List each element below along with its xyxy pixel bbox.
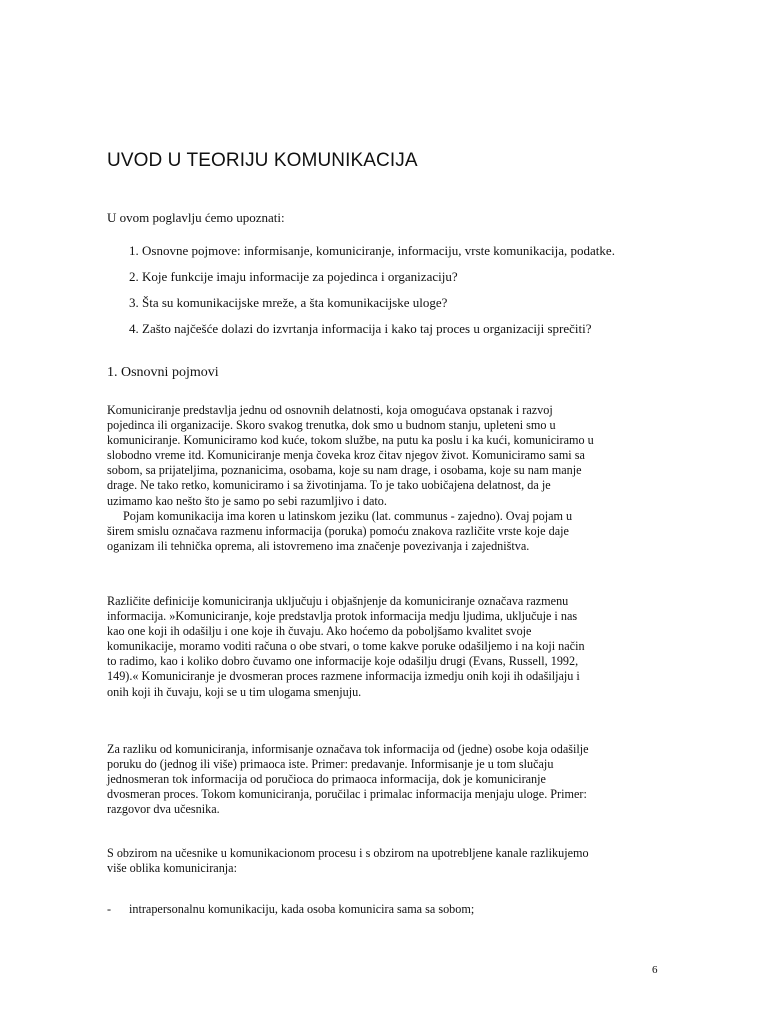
topic-item: 3. Šta su komunikacijske mreže, a šta komunikacijske uloge? [129, 295, 448, 310]
bullet-marker: - [107, 902, 112, 916]
text-line: oganizam ili tehnička oprema, ali istovremeno ima značenje povezivanja i zajedništva. [107, 538, 530, 553]
text-line: komuniciranje. Komuniciramo kod kuće, tokom službe, na putu ka poslu i ka kući, komuniciramo u [107, 433, 594, 448]
text-line: komunikacije, moramo voditi računa o obe stvari, o tome kakve poruke odašiljemo i na koji način [107, 639, 585, 654]
text-line: dvosmeran proces. Tokom komuniciranja, poručilac i primalac informacija menjaju uloge. Primer: [107, 787, 587, 802]
topic-item: 1. Osnovne pojmove: informisanje, komuniciranje, informaciju, vrste komunikacija, podatke. [129, 243, 615, 258]
bullet-text: intrapersonalnu komunikaciju, kada osoba komunicira sama sa sobom; [129, 902, 475, 916]
text-line: jednosmeran tok informacija od poručioca do primaoca informacija, dok je komuniciranje [107, 772, 546, 787]
paragraph-definition [107, 403, 607, 554]
text-line: više oblika komuniciranja: [107, 861, 237, 876]
text-line: kao one koji ih odašilju i one koje ih čuvaju. Ako hoćemo da poboljšamo kvalitet svoje [107, 624, 532, 639]
text-line: slobodno vreme itd. Komuniciranje menja čoveka kroz čitav njegov život. Komuniciramo sami sa [107, 448, 585, 463]
text-line: onih koji ih čuvaju, koji se u tim ulogama smenjuju. [107, 684, 362, 699]
document-title: UVOD U TEORIJU KOMUNIKACIJA [107, 150, 418, 171]
paragraph-forms [107, 846, 607, 876]
text-line: Za razliku od komuniciranja, informisanje označava tok informacija od (jedne) osobe koja odašilje [107, 742, 589, 756]
section-heading: 1. Osnovni pojmovi [107, 365, 219, 380]
bullet-item [107, 902, 474, 917]
text-line: razgovor dva učesnika. [107, 802, 220, 817]
text-line: pojedinca ili organizacije. Skoro svakog trenutka, dok smo u budnom stanju, upleteni smo u [107, 418, 556, 433]
paragraph-informing [107, 742, 607, 817]
chapter-intro: U ovom poglavlju ćemo upoznati: [107, 210, 285, 225]
text-line: Komuniciranje predstavlja jednu od osnovnih delatnosti, koja omogućava opstanak i razvoj [107, 403, 553, 417]
text-line: Različite definicije komuniciranja uključuju i objašnjenje da komuniciranje označava razmenu [107, 594, 569, 608]
text-line: poruku do (jednog ili više) primaoca iste. Primer: predavanje. Informisanje je u tom slučaju [107, 757, 554, 772]
chapter-topics-list [129, 243, 615, 347]
text-line: sobom, sa prijateljima, poznanicima, osobama, koje su nam drage, i osobama, koje su nam manje [107, 463, 582, 478]
page-number: 6 [652, 964, 658, 976]
text-line: širem smislu označava razmenu informacija (poruka) pomoću znakova različite vrste koje daje [107, 523, 569, 538]
topic-item: 4. Zašto najčešće dolazi do izvrtanja informacija i kako taj proces u organizaciji sprečiti? [129, 321, 592, 336]
paragraph-definitions [107, 594, 607, 700]
text-line: Pojam komunikacija ima koren u latinskom jeziku (lat. communus - zajedno). Ovaj pojam u [123, 508, 573, 523]
topic-item: 2. Koje funkcije imaju informacije za pojedinca i organizaciju? [129, 269, 458, 284]
text-line: informacija. »Komuniciranje, koje predstavlja protok informacija medju ljudima, uključuje i nas [107, 609, 578, 624]
text-line: to radimo, kao i koliko dobro čuvamo one informacije koje odašilju drugi (Evans, Russell, 1992, [107, 654, 579, 669]
text-line: S obzirom na učesnike u komunikacionom procesu i s obzirom na upotrebljene kanale razlikujemo [107, 846, 589, 860]
text-line: 149).« Komuniciranje je dvosmeran proces razmene informacija izmedju onih koji ih odašiljaju i [107, 669, 580, 684]
text-line: drage. Ne tako retko, komuniciramo i sa životinjama. To je tako uobičajena delatnost, da je [107, 478, 551, 493]
text-line: uzimamo kao nešto što je samo po sebi razumljivo i dato. [107, 493, 387, 508]
